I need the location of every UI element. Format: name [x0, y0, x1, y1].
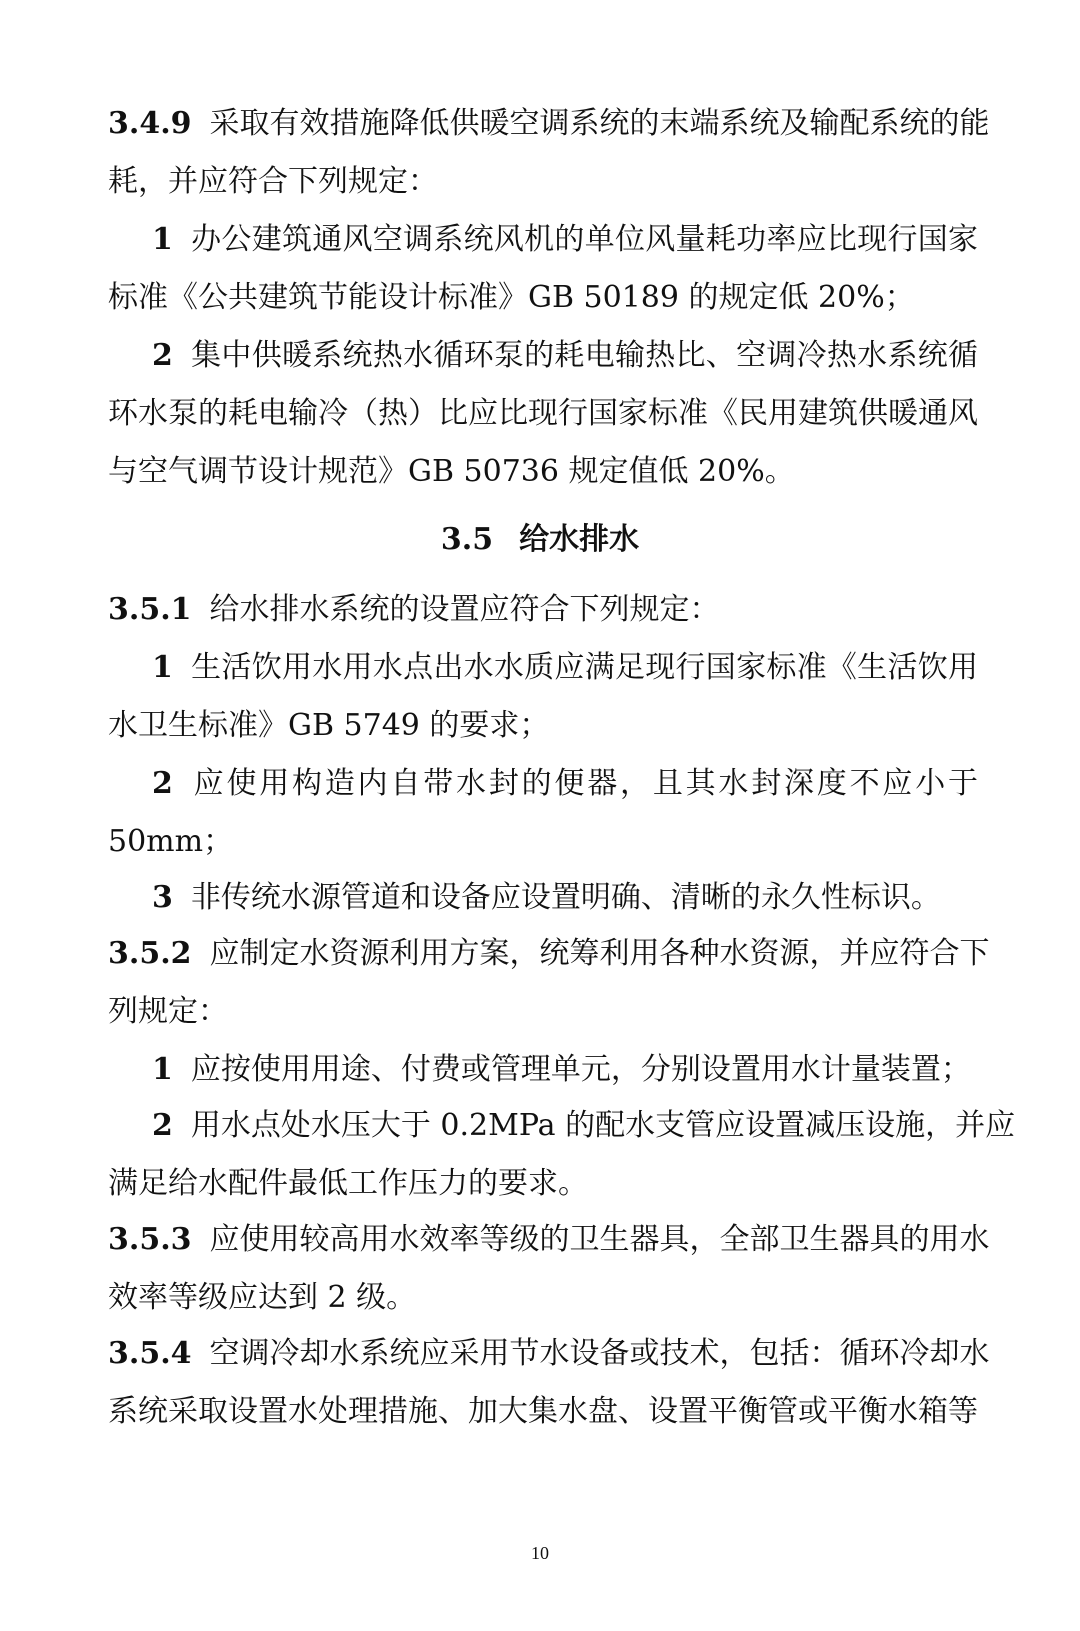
item-number: 2 — [152, 1108, 173, 1143]
clause-item — [152, 220, 978, 260]
section-number: 3.5 — [440, 522, 494, 557]
clause-text: 应使用较高用水效率等级的卫生器具，全部卫生器具的用水 — [209, 1222, 990, 1257]
clause-text: 系统采取设置水处理措施、加大集水盘、设置平衡管或平衡水箱等 — [108, 1394, 978, 1429]
item-text: 生活饮用水用水点出水水质应满足现行国家标准《生活饮用 — [190, 650, 978, 685]
clause-text: 列规定： — [108, 994, 228, 1029]
item-text: 水卫生标准》GB 5749 的要求； — [108, 708, 550, 743]
clause-text-continued — [108, 162, 978, 202]
item-text: 环水泵的耗电输冷（热）比应比现行国家标准《民用建筑供暖通风 — [108, 396, 978, 431]
clause-text: 给水排水系统的设置应符合下列规定： — [209, 592, 720, 627]
clause-text-continued — [108, 992, 978, 1032]
clause-item — [152, 764, 978, 804]
clause-number: 3.5.1 — [108, 592, 192, 627]
clause-number: 3.5.3 — [108, 1222, 192, 1257]
clause-text-continued — [108, 452, 978, 492]
clause-item — [152, 648, 978, 688]
clause-item — [152, 336, 978, 376]
section-title: 给水排水 — [519, 522, 640, 557]
item-text: 50mm； — [108, 824, 234, 859]
item-text: 标准《公共建筑节能设计标准》GB 50189 的规定低 20%； — [108, 280, 915, 315]
clause-3-5-1 — [108, 590, 978, 630]
section-heading — [0, 520, 1080, 560]
clause-text-continued — [108, 1278, 978, 1318]
item-text: 应按使用用途、付费或管理单元，分别设置用水计量装置； — [190, 1052, 971, 1087]
clause-text-continued — [108, 1392, 978, 1432]
item-text: 非传统水源管道和设备应设置明确、清晰的永久性标识。 — [190, 880, 941, 915]
clause-3-5-3 — [108, 1220, 990, 1260]
item-number: 3 — [152, 880, 173, 915]
clause-number: 3.4.9 — [108, 106, 192, 141]
clause-3-4-9 — [108, 104, 990, 144]
item-number: 1 — [152, 650, 173, 685]
item-text: 与空气调节设计规范》GB 50736 规定值低 20%。 — [108, 454, 795, 489]
clause-text: 耗，并应符合下列规定： — [108, 164, 438, 199]
clause-text-continued — [108, 394, 978, 434]
clause-number: 3.5.2 — [108, 936, 192, 971]
clause-item — [152, 1050, 978, 1090]
item-number: 2 — [152, 766, 173, 801]
clause-item — [152, 1106, 1016, 1146]
clause-text: 应制定水资源利用方案，统筹利用各种水资源，并应符合下 — [209, 936, 990, 971]
clause-text-continued — [108, 1164, 978, 1204]
item-text: 用水点处水压大于 0.2MPa 的配水支管应设置减压设施，并应 — [190, 1108, 1016, 1143]
item-number: 1 — [152, 222, 173, 257]
page-number: 10 — [531, 1543, 549, 1563]
item-text: 办公建筑通风空调系统风机的单位风量耗功率应比现行国家 — [190, 222, 978, 257]
item-number: 1 — [152, 1052, 173, 1087]
clause-item — [152, 878, 978, 918]
item-text: 满足给水配件最低工作压力的要求。 — [108, 1166, 588, 1201]
clause-text-continued — [108, 822, 978, 862]
clause-number: 3.5.4 — [108, 1336, 192, 1371]
clause-3-5-2 — [108, 934, 990, 974]
item-text: 应使用构造内自带水封的便器，且其水封深度不应小于 — [190, 766, 978, 801]
clause-text-continued — [108, 706, 978, 746]
item-number: 2 — [152, 338, 173, 373]
clause-3-5-4 — [108, 1334, 990, 1374]
item-text: 集中供暖系统热水循环泵的耗电输热比、空调冷热水系统循 — [190, 338, 978, 373]
clause-text: 空调冷却水系统应采用节水设备或技术，包括：循环冷却水 — [209, 1336, 990, 1371]
clause-text: 效率等级应达到 2 级。 — [108, 1280, 417, 1315]
clause-text-continued — [108, 278, 978, 318]
clause-text: 采取有效措施降低供暖空调系统的末端系统及输配系统的能 — [209, 106, 990, 141]
